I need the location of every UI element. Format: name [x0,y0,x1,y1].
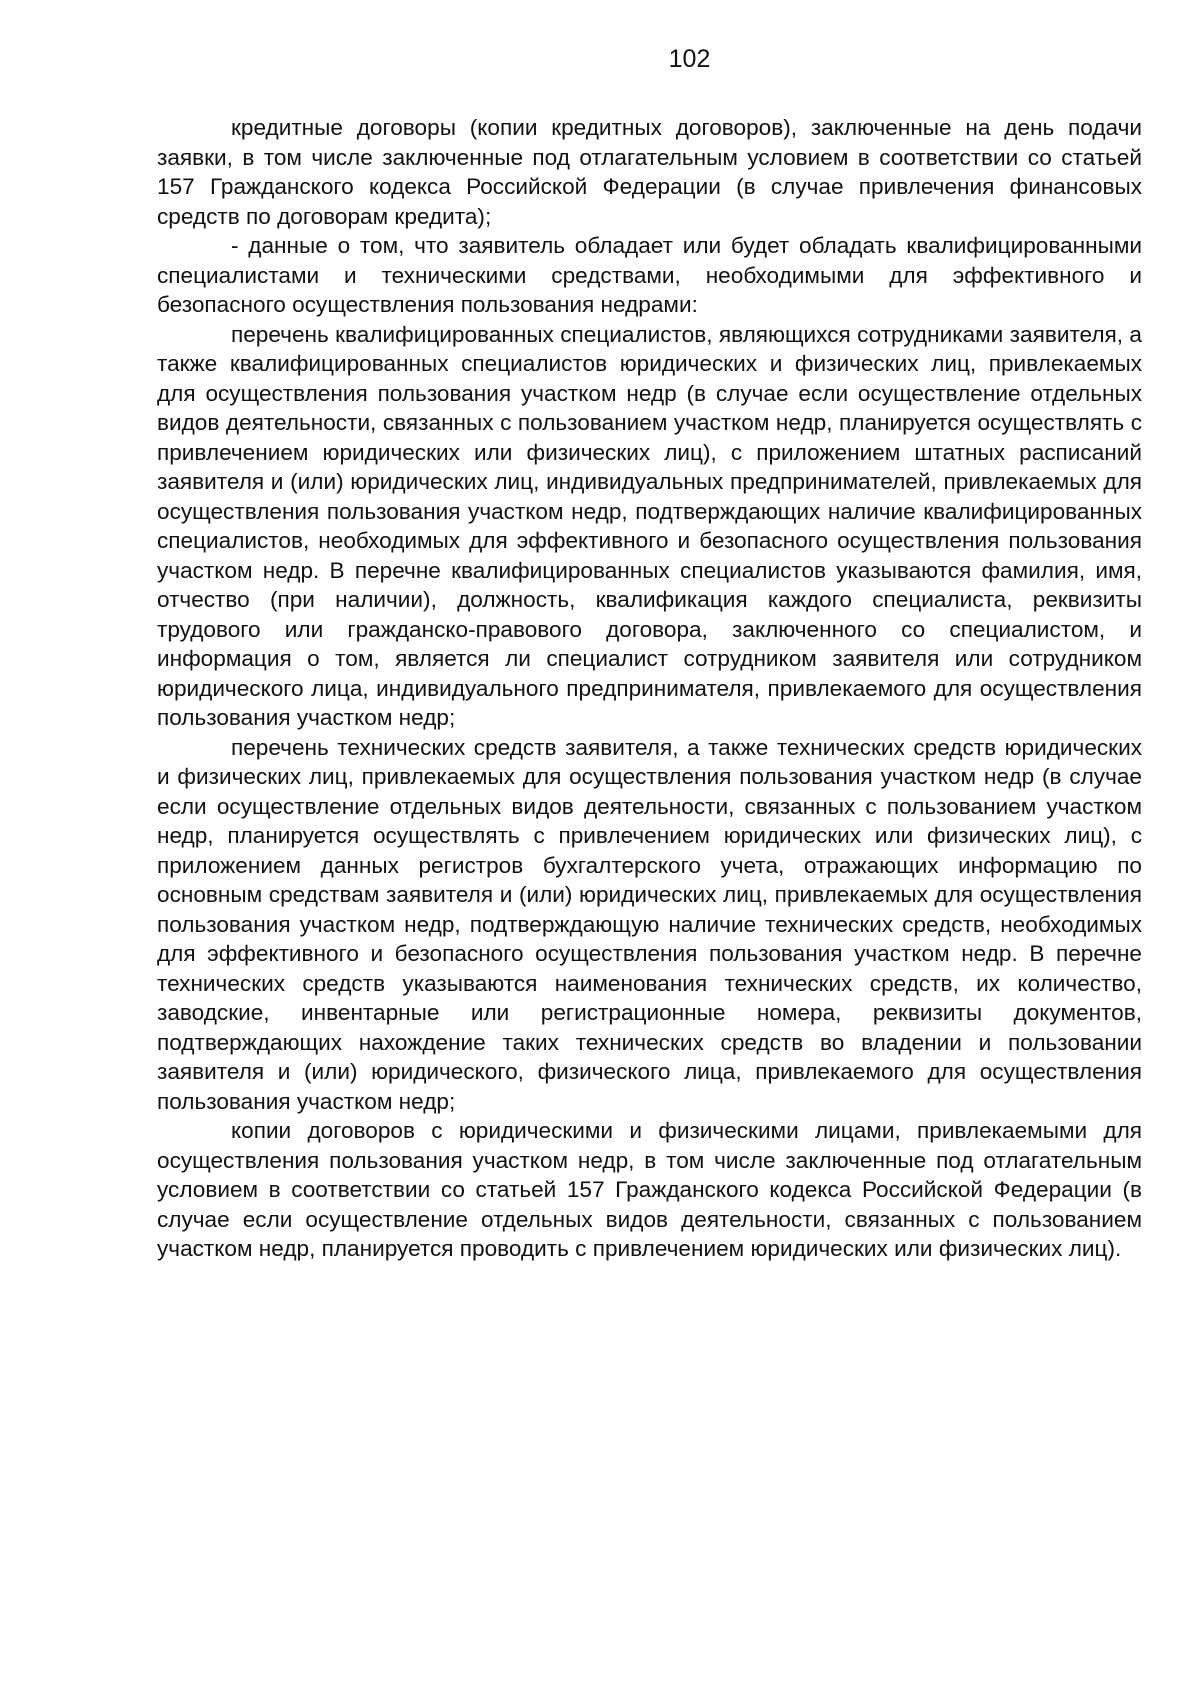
document-body [157,113,1142,1264]
paragraph-specialists-list: перечень квалифицированных специалистов, являющихся сотрудниками заявителя, а также квалифицированных специалистов юридических и физических лиц, привлекаемых для осуществления пользования участком недр (в случае если осуществление отдельных видов деятельности, связанных с пользованием участком недр, планируется осуществлять с привлечением юридических или физических лиц), с приложением штатных расписаний заявителя и (или) юридических лиц, индивидуальных предпринимателей, привлекаемых для осуществления пользования участком недр, подтверждающих наличие квалифицированных специалистов, необходимых для эффективного и безопасного осуществления пользования участком недр. В перечне квалифицированных специалистов указываются фамилия, имя, отчество (при наличии), должность, квалификация каждого специалиста, реквизиты трудового или гражданско-правового договора, заключенного со специалистом, и информация о том, является ли специалист сотрудником заявителя или сотрудником юридического лица, индивидуального предпринимателя, привлекаемого для осуществления пользования участком недр; [157,321,1142,730]
paragraph-credit-agreements: кредитные договоры (копии кредитных договоров), заключенные на день подачи заявки, в том числе заключенные под отлагательным условием в соответствии со статьей 157 Гражданского кодекса Российской Федерации (в случае привлечения финансовых средств по договорам кредита); [157,115,1142,229]
paragraph-qualified-specialists-intro: - данные о том, что заявитель обладает или будет обладать квалифицированными специалистами и техническими средствами, необходимыми для эффективного и безопасного осуществления пользования недрами: [157,233,1142,317]
paragraph-contract-copies: копии договоров с юридическими и физическими лицами, привлекаемыми для осуществления пользования участком недр, в том числе заключенные под отлагательным условием в соответствии со статьей 157 Гражданского кодекса Российской Федерации (в случае если осуществление отдельных видов деятельности, связанных с пользованием участком недр, планируется проводить с привлечением юридических или физических лиц). [157,1118,1142,1261]
paragraph-technical-means-list: перечень технических средств заявителя, а также технических средств юридических и физических лиц, привлекаемых для осуществления пользования участком недр (в случае если осуществление отдельных видов деятельности, связанных с пользованием участком недр, планируется осуществлять с привлечением юридических или физических лиц), с приложением данных регистров бухгалтерского учета, отражающих информацию по основным средствам заявителя и (или) юридических лиц, привлекаемых для осуществления пользования участком недр, подтверждающую наличие технических средств, необходимых для эффективного и безопасного осуществления пользования участком недр. В перечне технических средств указываются наименования технических средств, их количество, заводские, инвентарные или регистрационные номера, реквизиты документов, подтверждающих нахождение таких технических средств во владении и пользовании заявителя и (или) юридического, физического лица, привлекаемого для осуществления пользования участком недр; [157,734,1142,1114]
page-number: 102 [668,45,711,73]
